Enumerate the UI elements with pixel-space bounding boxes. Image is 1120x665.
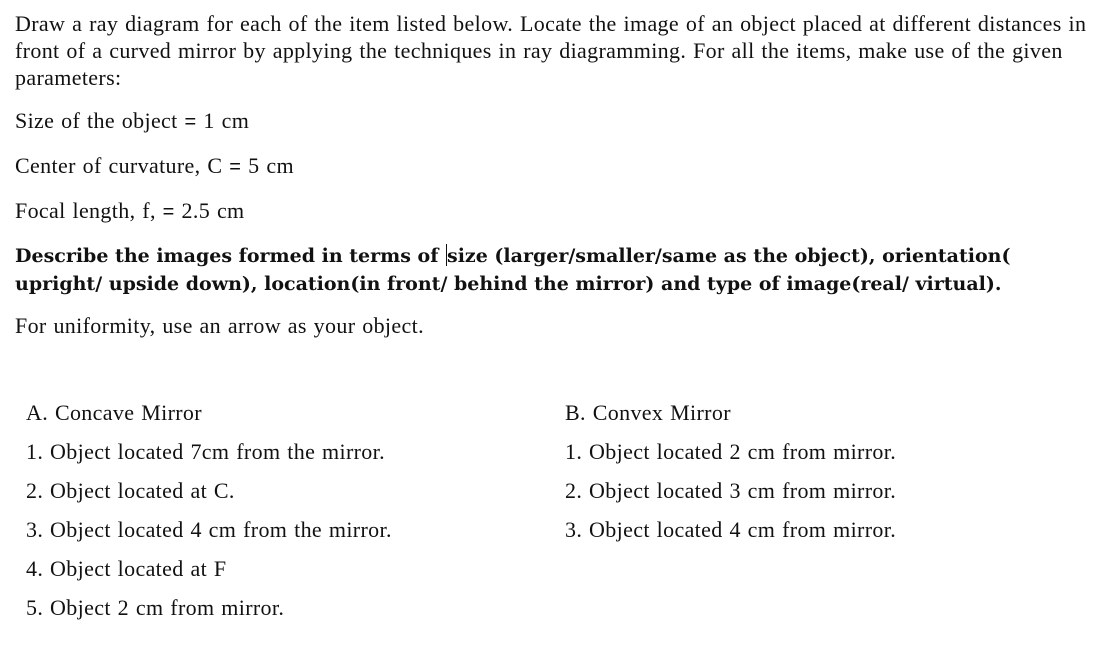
describe-line1-end: size (larger/smaller/same as the object), orientation( — [447, 245, 1011, 267]
describe-line2: upright/ upside down), location(in front/ behind the mirror) and type of image(real/ virtual). — [15, 273, 1002, 295]
equals-sign: = — [162, 201, 175, 223]
list-item: 2. Object located 3 cm from mirror. — [565, 478, 897, 503]
param-object-size — [15, 107, 1105, 136]
uniformity-note: For uniformity, use an arrow as your object. — [15, 313, 424, 338]
instructions-paragraph: Draw a ray diagram for each of the item listed below. Locate the image of an object placed at different distances in front of a curved mirror by applying the techniques in ray diagramming. For all the items, make use of the given parameters: — [15, 11, 1087, 90]
list-item: 2. Object located at C. — [26, 478, 235, 503]
document-body — [15, 10, 1105, 339]
convex-heading: B. Convex Mirror — [565, 400, 731, 425]
param-label: Focal length, f, — [15, 198, 156, 223]
param-value: 5 cm — [248, 153, 294, 178]
equals-sign: = — [229, 156, 242, 178]
concave-heading: A. Concave Mirror — [26, 400, 202, 425]
list-item: 3. Object located 4 cm from the mirror. — [26, 517, 392, 542]
list-item: 1. Object located 2 cm from mirror. — [565, 439, 897, 464]
list-item: 5. Object 2 cm from mirror. — [26, 595, 285, 620]
param-value: 1 cm — [203, 108, 250, 133]
describe-instructions — [15, 242, 1105, 298]
param-label: Size of the object — [15, 108, 178, 133]
list-item: 4. Object located at F — [26, 556, 227, 581]
param-focal-length — [15, 197, 1105, 226]
list-item: 3. Object located 4 cm from mirror. — [565, 517, 897, 542]
list-item: 1. Object located 7cm from the mirror. — [26, 439, 385, 464]
param-center-of-curvature — [15, 152, 1105, 181]
describe-line1-start: Describe the images formed in terms of — [15, 245, 446, 267]
convex-mirror-column — [565, 398, 1085, 554]
param-value: 2.5 cm — [181, 198, 245, 223]
equals-sign: = — [184, 111, 197, 133]
param-label: Center of curvature, C — [15, 153, 223, 178]
concave-mirror-column — [26, 398, 546, 632]
